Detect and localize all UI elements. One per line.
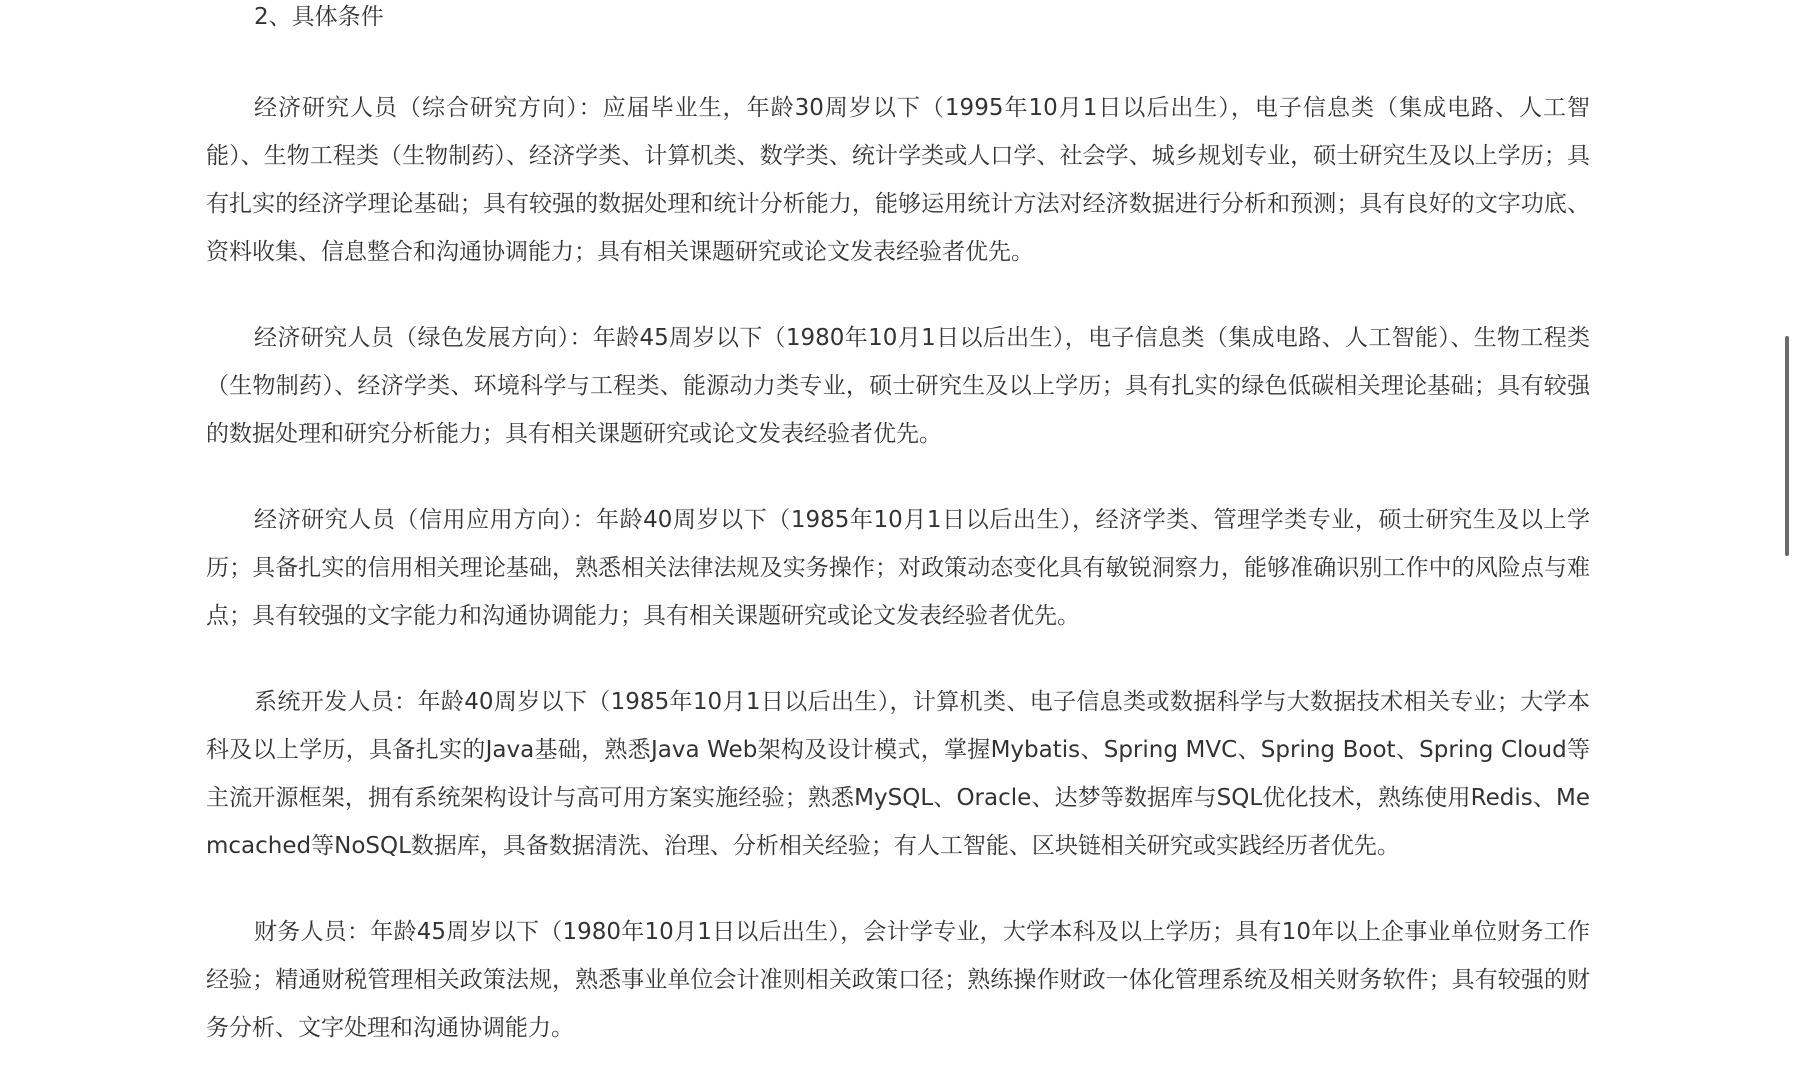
scrollbar-thumb[interactable] — [1785, 336, 1789, 556]
paragraph-economic-research-comprehensive: 经济研究人员（综合研究方向）：应届毕业生，年龄30周岁以下（1995年10月1日以后出生），电子信息类（集成电路、人工智能）、生物工程类（生物制药）、经济学类、计算机类、数学类、统计学类或人口学、社会学、城乡规划专业，硕士研究生及以上学历；具有扎实的经济学理论基础；具有较强的数据处理和统计分析能力，能够运用统计方法对经济数据进行分析和预测；具有良好的文字功底、资料收集、信息整合和沟通协调能力；具有相关课题研究或论文发表经验者优先。 — [206, 95, 1590, 265]
vertical-scrollbar[interactable] — [1781, 0, 1795, 1080]
document-content — [206, 0, 1590, 1090]
paragraph-economic-research-green: 经济研究人员（绿色发展方向）：年龄45周岁以下（1980年10月1日以后出生），电子信息类（集成电路、人工智能）、生物工程类（生物制药）、经济学类、环境科学与工程类、能源动力类专业，硕士研究生及以上学历；具有扎实的绿色低碳相关理论基础；具有较强的数据处理和研究分析能力；具有相关课题研究或论文发表经验者优先。 — [206, 325, 1590, 447]
paragraph-finance-staff: 财务人员：年龄45周岁以下（1980年10月1日以后出生），会计学专业，大学本科及以上学历；具有10年以上企事业单位财务工作经验；精通财税管理相关政策法规，熟悉事业单位会计准则相关政策口径；熟练操作财政一体化管理系统及相关财务软件；具有较强的财务分析、文字处理和沟通协调能力。 — [206, 919, 1590, 1041]
paragraph-system-developer: 系统开发人员：年龄40周岁以下（1985年10月1日以后出生），计算机类、电子信息类或数据科学与大数据技术相关专业；大学本科及以上学历，具备扎实的Java基础，熟悉Java Web架构及设计模式，掌握Mybatis、Spring MVC、Spring Boot、Spring Cloud等主流开源框架，拥有系统架构设计与高可用方案实施经验；熟悉MySQL、Oracle、达梦等数据库与SQL优化技术，熟练使用Redis、Memcached等NoSQL数据库，具备数据清洗、治理、分析相关经验；有人工智能、区块链相关研究或实践经历者优先。 — [206, 689, 1590, 859]
section-heading: 2、具体条件 — [254, 4, 384, 30]
paragraph-economic-research-credit: 经济研究人员（信用应用方向）：年龄40周岁以下（1985年10月1日以后出生），经济学类、管理学类专业，硕士研究生及以上学历；具备扎实的信用相关理论基础，熟悉相关法律法规及实务操作；对政策动态变化具有敏锐洞察力，能够准确识别工作中的风险点与难点；具有较强的文字能力和沟通协调能力；具有相关课题研究或论文发表经验者优先。 — [206, 507, 1590, 629]
